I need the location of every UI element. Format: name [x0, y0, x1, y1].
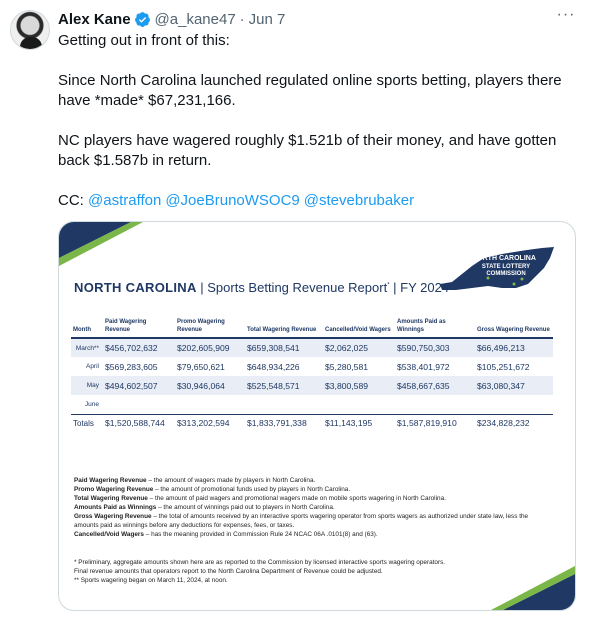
table-cell: $569,283,605	[105, 361, 158, 372]
table-cell: $11,143,195	[323, 414, 395, 432]
table-cell	[475, 395, 553, 414]
definition-item	[74, 530, 554, 539]
separator-dot: ·	[239, 10, 245, 28]
verified-badge-icon	[134, 11, 151, 28]
tweet-text	[58, 31, 578, 231]
definition-text: – the amount of wagers made by players in North Carolina.	[146, 477, 316, 484]
more-options-icon[interactable]: ···	[556, 6, 576, 23]
table-cell: $202,605,909	[175, 338, 245, 357]
table-cell	[323, 395, 395, 414]
table-row	[71, 357, 553, 376]
tweet-date[interactable]: Jun 7	[248, 10, 286, 28]
attached-image[interactable]	[58, 221, 576, 611]
table-cell: $659,308,541	[245, 338, 323, 357]
table-cell: $1,587,819,910	[395, 414, 475, 432]
totals-row	[71, 414, 553, 432]
table-cell: $79,650,621	[177, 361, 225, 372]
definition-term: Cancelled/Void Wagers	[74, 531, 144, 538]
column-header: Promo Wagering Revenue	[175, 318, 245, 338]
definition-item	[74, 512, 554, 530]
report-title-name: | Sports Betting Revenue Report	[196, 280, 388, 295]
definition-text: – the amount of winnings paid out to players in North Carolina.	[156, 504, 335, 511]
report-title-year: | FY 2024	[389, 280, 450, 295]
author-handle[interactable]: @a_kane47	[154, 10, 236, 28]
corner-stripe-top-left	[59, 222, 149, 272]
column-header: Paid Wagering Revenue	[103, 318, 175, 338]
footnote: Final revenue amounts that operators report to the North Carolina Department of Revenue could be adjusted.	[74, 568, 383, 575]
table-cell: $538,401,972	[397, 361, 450, 372]
definition-term: Total Wagering Revenue	[74, 495, 148, 502]
column-header: Gross Wagering Revenue	[475, 318, 553, 338]
month-cell: April	[85, 363, 99, 370]
definition-term: Gross Wagering Revenue	[74, 513, 152, 520]
table-row	[71, 376, 553, 395]
revenue-table	[71, 318, 553, 432]
table-row	[71, 338, 553, 357]
definition-item	[74, 485, 554, 494]
table-cell: $234,828,232	[475, 414, 553, 432]
definition-text: – the amount of promotional funds used by players in North Carolina.	[153, 486, 351, 493]
report-title-mark: *	[387, 282, 390, 289]
table-cell: $494,602,507	[103, 376, 175, 395]
table-cell: $313,202,594	[175, 414, 245, 432]
definition-item	[74, 476, 554, 485]
column-header: Cancelled/Void Wagers	[323, 318, 395, 338]
table-cell: $458,667,635	[395, 376, 475, 395]
table-cell	[175, 395, 245, 414]
definition-text: – has the meaning provided in Commission Rule 24 NCAC 06A .0101(8) and (63).	[143, 531, 378, 538]
definition-term: Paid Wagering Revenue	[74, 477, 147, 484]
footnote: * Preliminary, aggregate amounts shown here are as reported to the Commission by licensed interactive sports wagering operators.	[74, 559, 446, 566]
table-cell: $1,833,791,338	[245, 414, 323, 432]
nc-lottery-logo	[432, 244, 557, 294]
table-cell	[395, 395, 475, 414]
definition-text: – the total of amounts received by an interactive sports wagering operator from sports wagers as authorized under state law, less the amounts paid as winnings before any deductions for expenses, fees, or taxes.	[74, 513, 529, 529]
table-cell: $648,934,226	[247, 361, 300, 372]
footnotes	[74, 558, 554, 585]
table-cell: $63,080,347	[475, 376, 553, 395]
tweet-paragraph-2: Since North Carolina launched regulated online sports betting, players there have *made* $67,231,166.	[58, 72, 562, 109]
logo-line-1: NORTH CAROLINA	[472, 255, 536, 262]
table-cell: $590,750,303	[395, 338, 475, 357]
totals-label: Totals	[71, 414, 103, 432]
month-cell: May	[71, 376, 103, 395]
column-header: Amounts Paid as Winnings	[395, 318, 475, 338]
table-cell: $105,251,672	[477, 361, 530, 372]
table-header-row	[71, 318, 553, 338]
definition-term: Promo Wagering Revenue	[74, 486, 154, 493]
column-header: Total Wagering Revenue	[245, 318, 323, 338]
tweet-paragraph-1: Getting out in front of this:	[58, 32, 230, 49]
tweet-header	[58, 9, 285, 29]
logo-line-2: STATE LOTTERY	[481, 264, 531, 270]
definition-item	[74, 503, 554, 512]
definitions-block	[74, 476, 554, 539]
logo-line-3: COMMISSION	[486, 271, 526, 277]
table-cell	[103, 395, 175, 414]
definition-item	[74, 494, 554, 503]
tweet-cc-line	[58, 191, 578, 211]
table-cell: $456,702,632	[103, 338, 175, 357]
definition-term: Amounts Paid as Winnings	[74, 504, 157, 511]
author-name[interactable]: Alex Kane	[58, 10, 131, 28]
table-cell: $66,496,213	[475, 338, 553, 357]
table-cell: $1,520,588,744	[103, 414, 175, 432]
footnote: ** Sports wagering began on March 11, 2024, at noon.	[74, 577, 228, 584]
table-cell: $5,280,581	[325, 361, 369, 372]
report-title-state: NORTH CAROLINA	[74, 280, 197, 295]
mention-link[interactable]: @JoeBrunoWSOC9	[165, 192, 300, 209]
tweet-paragraph-3: NC players have wagered roughly $1.521b of their money, and have gotten back $1.587b in return.	[58, 132, 557, 169]
table-cell: $3,800,589	[323, 376, 395, 395]
cc-prefix: CC:	[58, 192, 88, 209]
table-cell: $2,062,025	[323, 338, 395, 357]
mention-link[interactable]: @stevebrubaker	[303, 192, 415, 209]
column-header: Month	[71, 318, 103, 338]
month-cell: March**	[71, 338, 103, 357]
report-title	[74, 280, 449, 295]
mention-link[interactable]: @astraffon	[88, 192, 162, 209]
author-avatar[interactable]	[10, 10, 50, 50]
table-cell	[245, 395, 323, 414]
definition-text: – the amount of paid wagers and promotional wagers made on mobile sports wagering in North Carolina.	[147, 495, 446, 502]
table-cell: $30,946,064	[175, 376, 245, 395]
table-row	[71, 395, 553, 414]
month-cell: June	[84, 400, 99, 408]
table-cell: $525,548,571	[245, 376, 323, 395]
